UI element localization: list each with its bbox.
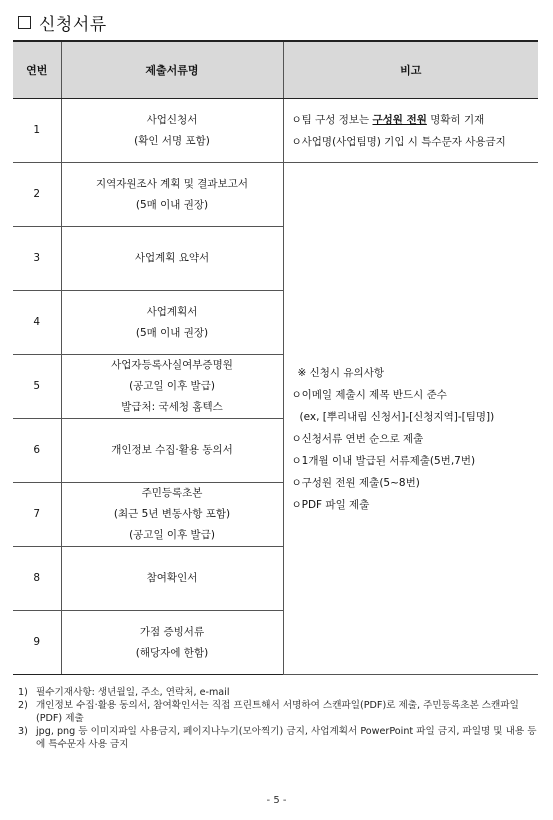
document-name-line: (5매 이내 권장) [135,326,209,339]
document-name [61,291,283,355]
table-row [13,99,538,163]
document-name-line: 참여확인서 [146,572,198,584]
document-name [61,227,283,291]
remarks-cell [283,99,538,163]
table-header-row [13,41,538,99]
row-number: 7 [13,483,61,547]
row-number: 4 [13,291,61,355]
document-name-line: 사업신청서 [146,113,198,126]
documents-table [13,40,538,675]
document-name-line: 주민등록초본 [141,487,203,499]
page-number: - 5 - [266,795,287,806]
footnote-text: jpg, png 등 이미지파일 사용금지, 페이지나누기(모아찍기) 금지, 사업계획서 PowerPoint 파일 금지, 파일명 및 내용 등에 특수문자 사용 금지 [36,726,537,750]
row-number: 2 [13,163,61,227]
remarks-emphasis: 구성원 전원 [372,113,427,126]
document-name [61,611,283,675]
remarks-line: ㅇ이메일 제출시 제목 반드시 준수 [291,388,447,401]
footnote [18,725,540,751]
row-number: 1 [13,99,61,163]
row-number: 5 [13,355,61,419]
document-name-line: (공고일 이후 발급) [129,529,215,541]
footnotes [18,686,540,751]
document-name-line: (공고일 이후 발급) [129,380,215,392]
document-name [61,99,283,163]
row-number: 8 [13,547,61,611]
remarks-text: 명확히 기재 [426,113,485,126]
document-name [61,163,283,227]
document-name-line: 사업계획 요약서 [134,252,210,264]
common-remarks-cell [283,163,538,675]
footnote [18,699,540,725]
footnote-number: 1) [18,687,28,698]
footnote-number: 3) [18,726,28,737]
row-number: 3 [13,227,61,291]
header-number: 연번 [13,41,61,99]
document-name [61,547,283,611]
document-name-line: (해당자에 한함) [135,646,209,659]
document-name-line: (5매 이내 권장) [135,198,209,211]
footnote-text: 필수기재사항: 생년월일, 주소, 연락처, e-mail [36,687,230,698]
header-remarks: 비고 [283,41,538,99]
section-title-text: 신청서류 [39,14,107,35]
document-name-line: 지역자원조사 계획 및 결과보고서 [95,177,248,190]
remarks-line: ※ 신청시 유의사항 [297,366,384,379]
remarks-line: (ex, [뿌리내림 신청서]-[신청지역]-[팀명]) [299,410,495,423]
row-number: 9 [13,611,61,675]
document-name [61,483,283,547]
document-name-line: 사업계획서 [146,305,198,318]
remarks-line: ㅇ1개월 이내 발급된 서류제출(5번,7번) [291,454,476,467]
document-name-line: (최근 5년 변동사항 포함) [113,508,231,520]
header-document-name: 제출서류명 [61,41,283,99]
remarks-line: ㅇPDF 파일 제출 [291,498,370,511]
document-name-line: 개인정보 수집·활용 동의서 [111,444,233,456]
document-name-line: 발급처: 국세청 홈텍스 [121,401,223,413]
remarks-line: ㅇ사업명(사업팀명) 기입 시 특수문자 사용금지 [291,135,506,148]
table-row [13,163,538,227]
row-number: 6 [13,419,61,483]
checkbox-square-icon [18,16,31,29]
document-name-line: 가점 증빙서류 [139,625,205,638]
footnote-number: 2) [18,700,28,711]
document-name-line: (확인 서명 포함) [134,134,210,147]
remarks-text: ㅇ팀 구성 정보는 [291,113,373,126]
section-title [18,10,107,34]
remarks-line: ㅇ구성원 전원 제출(5~8번) [291,476,420,489]
footnote [18,686,540,699]
remarks-line [292,109,535,131]
document-name [61,355,283,419]
remarks-line: ㅇ신청서류 연번 순으로 제출 [291,432,424,445]
document-name-line: 사업자등록사실여부증명원 [111,359,233,371]
document-name [61,419,283,483]
footnote-text: 개인정보 수집·활용 동의서, 참여확인서는 직접 프린트해서 서명하여 스캔파일(PDF)로 제출, 주민등록초본 스캔파일(PDF) 제출 [36,700,519,724]
